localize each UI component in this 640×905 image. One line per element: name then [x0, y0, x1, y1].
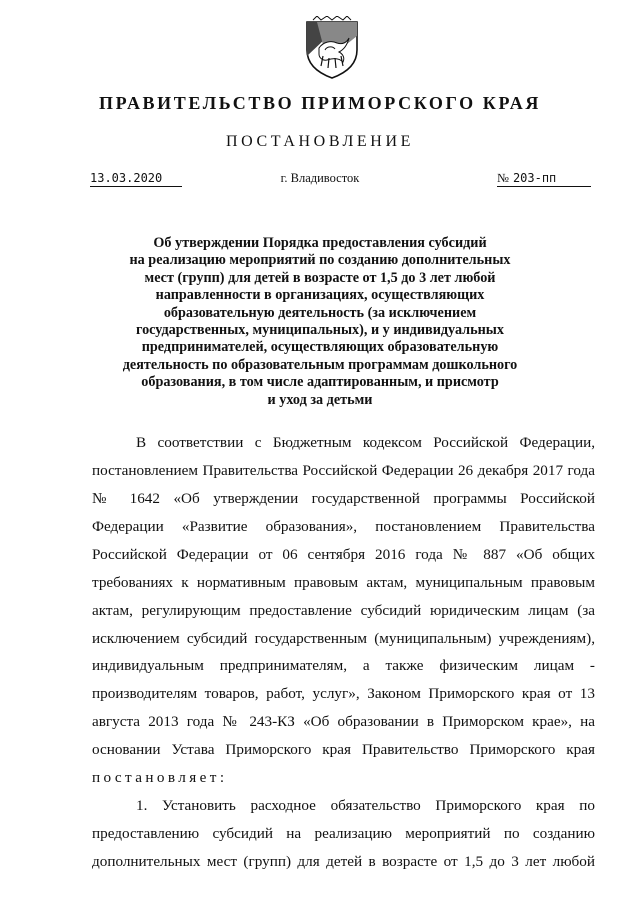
body-line: № 1642 «Об утверждении государственной программы Российской	[92, 490, 595, 507]
body-line: индивидуальным предпринимателям, а также физическим лицам -	[92, 657, 595, 674]
body-line: актам, регулирующим предоставление субсидий юридическим лицам (за	[92, 602, 595, 619]
document-number	[497, 170, 591, 187]
heading-line: образовательную деятельность (за исключением	[163, 304, 477, 321]
document-heading	[110, 235, 530, 409]
heading-line: Об утверждении Порядка предоставления субсидий	[153, 235, 487, 251]
document-city: г. Владивосток	[280, 171, 360, 185]
number-value: 203-пп	[512, 171, 557, 185]
heading-line: и уход за детьми	[267, 391, 373, 408]
body-line: производителям товаров, работ, услуг», Законом Приморского края от 13	[92, 685, 595, 702]
document-date: 13.03.2020	[90, 170, 182, 187]
body-line: дополнительных мест (групп) для детей в возрасте от 1,5 до 3 лет любой	[92, 853, 595, 870]
heading-line: предпринимателей, осуществляющих образовательную	[141, 339, 499, 356]
heading-line: образования, в том числе адаптированным, и присмотр	[141, 374, 499, 391]
clause-line: 1. Установить расходное обязательство Приморского края по	[136, 797, 595, 814]
resolution-word: постановляет:	[92, 769, 228, 786]
heading-line: мест (групп) для детей в возрасте от 1,5 до 3 лет любой	[144, 269, 496, 286]
body-line: основании Устава Приморского края Правительство Приморского края	[92, 741, 595, 758]
body-line: Федерации «Развитие образования», постановлением Правительства	[92, 518, 595, 535]
heading-line: деятельность по образовательным программам дошкольного	[122, 356, 518, 373]
body-line: исключением субсидий государственным (муниципальным) учреждениям),	[92, 630, 595, 647]
body-line: постановлением Правительства Российской Федерации 26 декабря 2017 года	[92, 462, 595, 479]
body-line: требованиях к нормативным правовым актам, муниципальным правовым	[92, 574, 595, 591]
heading-line: направленности в организациях, осуществляющих	[155, 287, 485, 304]
heading-line: государственных, муниципальных), и у индивидуальных	[136, 322, 504, 339]
body-line: В соответствии с Бюджетным кодексом Российской Федерации,	[136, 434, 595, 451]
number-prefix: №	[497, 171, 509, 185]
body-line: Российской Федерации от 06 сентября 2016 года № 887 «Об общих	[92, 546, 595, 563]
coat-of-arms-emblem	[303, 16, 361, 80]
document-type: ПОСТАНОВЛЕНИЕ	[226, 133, 414, 150]
heading-line: на реализацию мероприятий по созданию дополнительных	[129, 252, 511, 269]
body-line: предоставлению субсидий на реализацию мероприятий по созданию	[92, 825, 595, 842]
government-title: ПРАВИТЕЛЬСТВО ПРИМОРСКОГО КРАЯ	[99, 93, 541, 113]
body-line: августа 2013 года № 243-КЗ «Об образовании в Приморском крае», на	[92, 713, 595, 730]
